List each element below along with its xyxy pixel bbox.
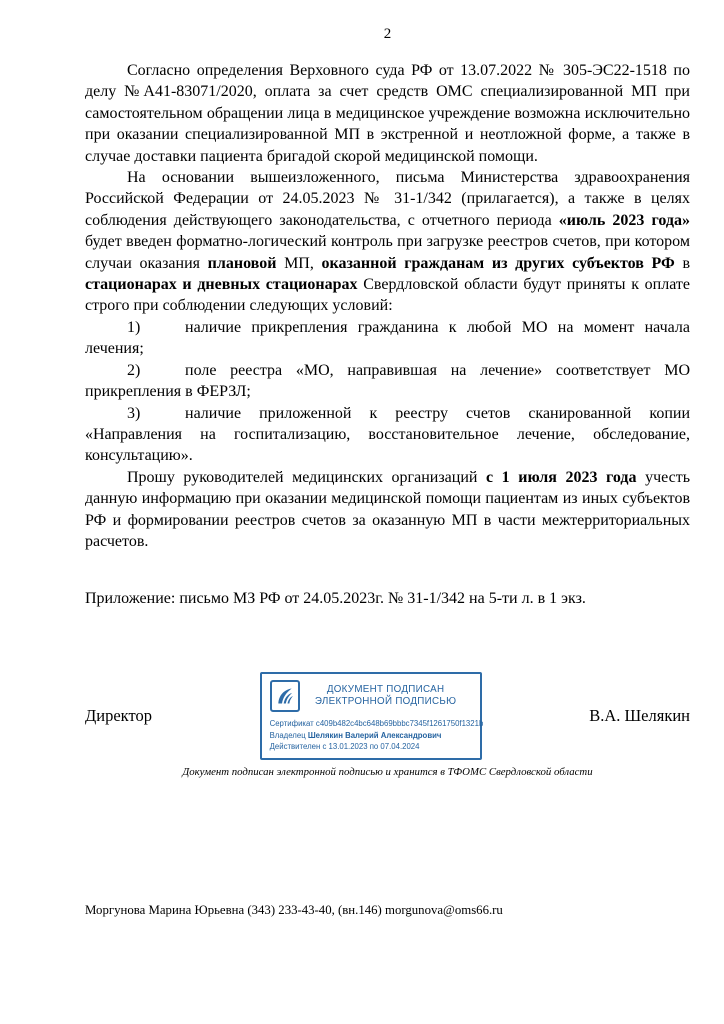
signature-row: [85, 672, 690, 760]
list-item: [85, 360, 690, 403]
text-run: Прошу руководителей медицинских организаций: [127, 468, 487, 486]
list-item: [85, 403, 690, 467]
signer-title: Директор: [85, 705, 152, 725]
list-number: 1): [127, 318, 141, 336]
text-run: поле реестра «МО, направившая на лечение» соответствует МО прикрепления в ФЕРЗЛ;: [85, 361, 690, 401]
text-run: стационарах и дневных стационарах: [85, 276, 358, 294]
stamp-validity-line: Действителен с 13.01.2023 по 07.04.2024: [269, 742, 420, 751]
stamp-title-line2: ЭЛЕКТРОННОЙ ПОДПИСЬЮ: [314, 696, 457, 707]
text-run: плановой: [207, 254, 277, 272]
stamp-title-line1: ДОКУМЕНТ ПОДПИСАН: [326, 683, 445, 695]
text-run: с 1 июля 2023 года: [486, 468, 637, 486]
signature-section: [85, 672, 690, 778]
paragraph: [85, 167, 690, 317]
text-run: «июль 2023 года»: [558, 211, 691, 229]
certificate-label: Сертификат: [269, 719, 314, 728]
digital-signature-stamp: [260, 672, 482, 760]
text-run: наличие приложенной к реестру счетов сканированной копии «Направления на госпитализацию, восстановительное лечение, обследование, консультацию».: [85, 404, 690, 465]
stamp-certificate-line: [269, 718, 484, 730]
list-number: 3): [127, 404, 141, 422]
text-run: Свердловской области будут приняты к оплате строго при соблюдении следующих условий:: [85, 276, 690, 315]
text-run: в: [674, 254, 691, 272]
list-number: 2): [127, 361, 141, 379]
list-item: [85, 317, 690, 360]
document-paragraphs: [85, 60, 690, 552]
stamp-owner-line: [270, 730, 472, 742]
stamp-title: [300, 684, 472, 709]
text-run: будет введен форматно-логический контроль при загрузке реестров счетов, при котором случаи оказания: [85, 233, 690, 272]
text-run: МП,: [276, 254, 322, 272]
paragraph: [85, 467, 690, 553]
certificate-value: c409b482c4bc648b69bbbc7345f1261750f1321b: [315, 719, 484, 728]
signer-name: В.А. Шелякин: [589, 705, 690, 725]
stamp-details: [269, 718, 484, 753]
tfoms-logo-icon: [270, 680, 300, 712]
paragraph: [85, 60, 690, 167]
attachment-line: Приложение: письмо МЗ РФ от 24.05.2023г. № 31-1/342 на 5-ти л. в 1 экз.: [85, 590, 586, 608]
stamp-caption: Документ подписан электронной подписью и хранится в ТФОМС Свердловской области: [182, 765, 593, 778]
text-run: учесть данную информацию при оказании медицинской помощи пациентам из иных субъектов РФ и формировании реестров счетов за оказанную МП в части межтерриториальных расчетов.: [85, 468, 691, 550]
page-number: 2: [383, 26, 392, 42]
stamp-header: [270, 680, 472, 712]
text-run: оказанной гражданам из других субъектов РФ: [321, 254, 675, 272]
text-run: Согласно определения Верховного суда РФ от 13.07.2022 № 305-ЭС22-1518 по делу №А41-83071/2020, оплата за счет средств ОМС специализированной МП при самостоятельном обращении лица в медицинское учреждение возможна исключительно при оказании специализированной МП в экстренной и неотложной форме, а также в случае доставки пациента бригадой скорой медицинской помощи.: [85, 62, 690, 165]
owner-label: Владелец: [269, 730, 306, 740]
contact-footer: Моргунова Марина Юрьевна (343) 233-43-40, (вн.146) morgunova@oms66.ru: [85, 903, 503, 917]
text-run: наличие прикрепления гражданина к любой МО на момент начала лечения;: [85, 318, 690, 358]
owner-name: Шелякин Валерий Александрович: [307, 730, 442, 740]
text-run: На основании вышеизложенного, письма Министерства здравоохранения Российской Федерации от 24.05.2023 № 31-1/342 (прилагается), а также в целях соблюдения действующего законодательства, с отчетного периода: [85, 169, 690, 229]
